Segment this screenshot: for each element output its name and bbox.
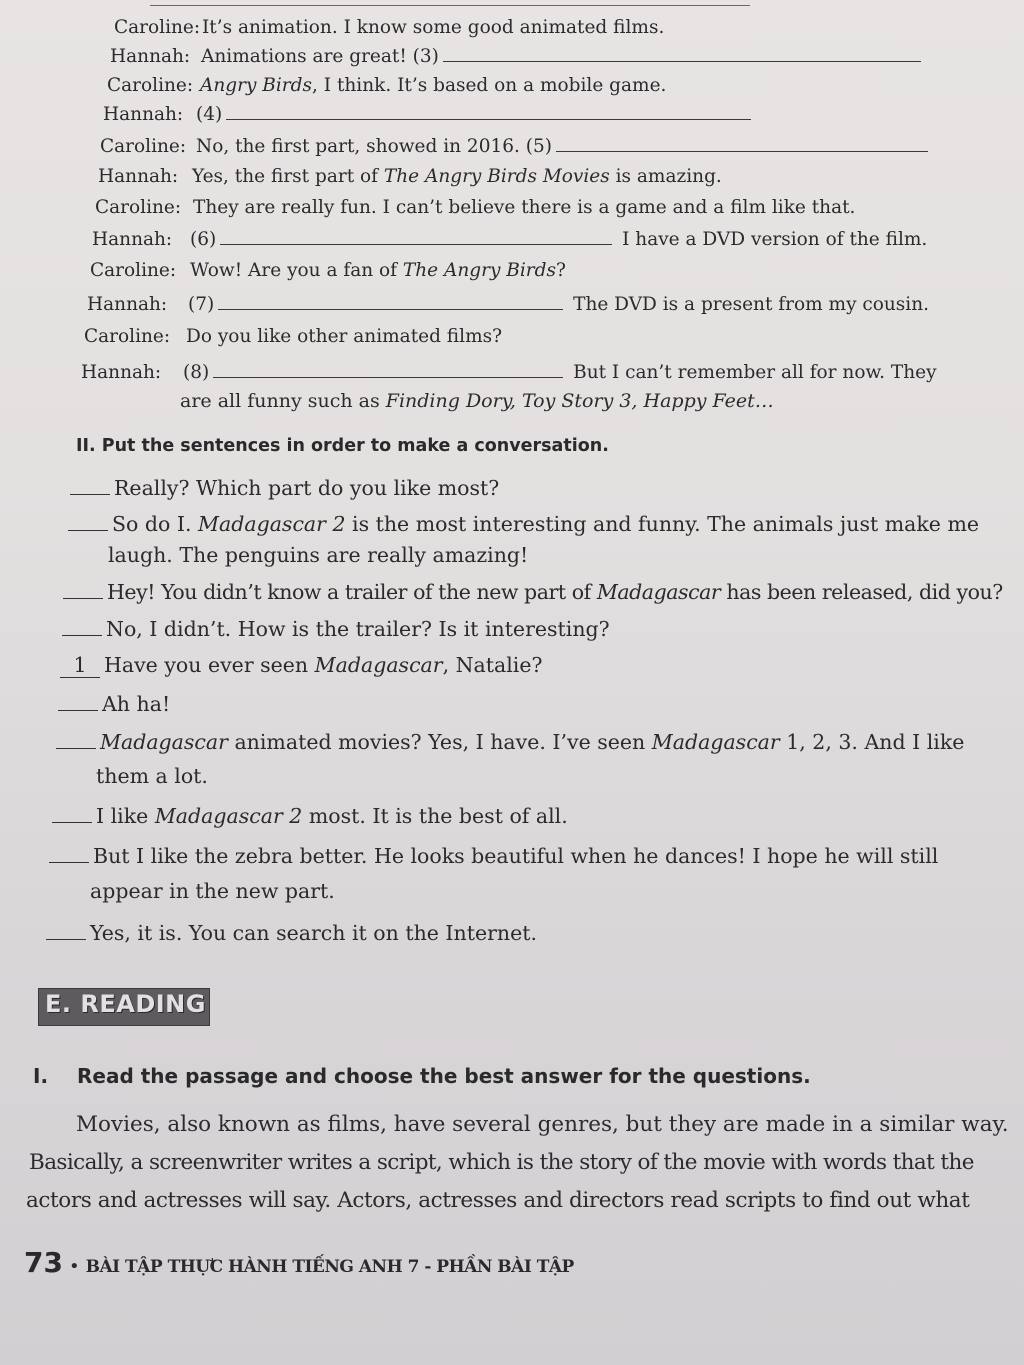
ordering-item-continuation (108, 538, 528, 572)
text-run: 1, 2, 3. And I like (779, 730, 965, 754)
dialogue-line (100, 133, 928, 159)
reading-header-box (38, 988, 210, 1026)
italic-title: Madagascar 2 (198, 512, 346, 536)
text-run: Do you like other animated films? (186, 326, 503, 347)
ordering-item (58, 686, 170, 721)
text-run: appear in the new part. (90, 879, 335, 903)
reading-question (33, 1064, 811, 1088)
text-run: Hey! You didn’t know a trailer of the new part of (107, 580, 597, 604)
answer-blank[interactable] (220, 226, 612, 245)
answer-blank[interactable] (226, 101, 751, 120)
dialogue-line (114, 16, 664, 40)
italic-title: The Angry Birds (402, 260, 556, 281)
ordering-item (60, 648, 542, 682)
text-run: most. It is the best of all. (302, 804, 568, 828)
passage-line: Basically, a screenwriter writes a script, which is the story of the movie with words that the (29, 1150, 974, 1175)
book-title: BÀI TẬP THỰC HÀNH TIẾNG ANH 7 - PHẦN BÀI TẬP (85, 1257, 574, 1277)
passage-line: actors and actresses will say. Actors, actresses and directors read scripts to find out what (26, 1188, 970, 1213)
text-run: them a lot. (96, 764, 208, 788)
text-run: is amazing. (609, 166, 722, 187)
text-run: I have a DVD version of the film. (616, 229, 928, 250)
footer-bullet: • (68, 1256, 80, 1277)
dialogue-line (95, 196, 855, 220)
order-number-blank[interactable] (70, 470, 110, 495)
ordering-item-continuation (90, 874, 335, 908)
ordering-item (70, 470, 499, 505)
text-run: (7) (188, 294, 215, 315)
speaker-label: Caroline: (84, 326, 171, 347)
text-run: But I like the zebra better. He looks beautiful when he dances! I hope he will still (93, 844, 939, 868)
italic-title: Madagascar (314, 653, 443, 677)
speaker-label: Hannah: (92, 229, 173, 250)
dialogue-line (81, 359, 937, 385)
speaker-label: Hannah: (81, 362, 162, 383)
order-number-blank[interactable] (68, 506, 108, 531)
ordering-item (62, 611, 610, 646)
answer-blank[interactable] (556, 133, 928, 152)
dialogue-line (87, 291, 929, 317)
dialogue-line (84, 325, 502, 349)
text-run: (4) (196, 104, 223, 125)
text-run: Yes, the first part of (192, 166, 384, 187)
italic-title: Madagascar (596, 580, 721, 604)
text-run: No, the first part, showed in 2016. (5) (196, 136, 552, 157)
order-number-blank[interactable] (63, 574, 103, 599)
speaker-label: Hannah: (87, 294, 168, 315)
ordering-item (52, 798, 568, 833)
dialogue-line (98, 165, 722, 189)
italic-title: Angry Birds (200, 75, 312, 96)
text-run: Animations are great! (3) (201, 46, 439, 67)
top-rule (150, 5, 750, 6)
text-run: Ah ha! (102, 692, 171, 716)
italic-title: Finding Dory, Toy Story 3, Happy Feet… (385, 390, 774, 412)
order-number-blank[interactable] (58, 686, 98, 711)
speaker-label: Hannah: (103, 104, 184, 125)
answer-blank[interactable] (218, 291, 563, 310)
italic-title: Madagascar (651, 730, 780, 754)
italic-title: The Angry Birds Movies (383, 166, 610, 187)
text-run: is the most interesting and funny. The animals just make me (345, 512, 980, 536)
text-run: I like (96, 804, 155, 828)
text-run: So do I. (112, 512, 199, 536)
text-run: are all funny such as (180, 390, 386, 412)
speaker-label: Caroline: (90, 260, 177, 281)
speaker-label: Caroline: (95, 197, 182, 218)
ordering-item-continuation (96, 759, 208, 793)
text-run: The DVD is a present from my cousin. (567, 294, 930, 315)
order-number-blank[interactable] (52, 798, 92, 823)
text-run: laugh. The penguins are really amazing! (108, 543, 529, 567)
page-number: 73 (24, 1246, 63, 1279)
dialogue-line (92, 226, 927, 252)
text-run: has been released, did you? (720, 580, 1003, 604)
dialogue-line (90, 259, 566, 283)
order-number-blank[interactable] (62, 611, 102, 636)
text-run: No, I didn’t. How is the trailer? Is it interesting? (106, 617, 610, 641)
order-number-blank[interactable] (46, 915, 86, 940)
ordering-item (63, 574, 1003, 609)
dialogue-line (107, 74, 666, 98)
speaker-label: Caroline: (100, 136, 187, 157)
text-run: It’s animation. I know some good animated films. (202, 17, 665, 38)
question-number: I. (33, 1064, 49, 1088)
italic-title: Madagascar 2 (154, 804, 303, 828)
passage-line: Movies, also known as films, have several genres, but they are made in a similar way. (76, 1112, 1009, 1137)
ordering-item (46, 915, 537, 950)
ordering-item (68, 506, 979, 541)
text-run: Really? Which part do you like most? (114, 476, 500, 500)
section-title: II. Put the sentences in order to make a conversation. (76, 436, 609, 456)
answer-blank[interactable] (213, 359, 563, 378)
dialogue-continuation (180, 389, 774, 413)
text-run: Have you ever seen (104, 653, 315, 677)
speaker-label: Caroline: (114, 17, 201, 38)
text-run: They are really fun. I can’t believe there is a game and a film like that. (193, 197, 856, 218)
order-number-blank[interactable] (56, 724, 96, 749)
dialogue-line (110, 43, 921, 69)
text-run: (8) (183, 362, 210, 383)
text-run: , Natalie? (442, 653, 543, 677)
text-run: (6) (190, 229, 217, 250)
text-run: , I think. It’s based on a mobile game. (312, 75, 667, 96)
text-run: But I can’t remember all for now. They (567, 362, 937, 383)
reading-header: E. READING (45, 990, 206, 1018)
ordering-item (49, 838, 938, 873)
italic-title: Madagascar (100, 730, 228, 754)
page-footer (24, 1246, 574, 1279)
ordering-item (56, 724, 964, 759)
text-run: animated movies? Yes, I have. I’ve seen (227, 730, 652, 754)
order-number-blank[interactable] (49, 838, 89, 863)
dialogue-line (103, 101, 751, 127)
answer-blank[interactable] (443, 43, 921, 62)
order-number-blank[interactable]: 1 (60, 653, 100, 678)
speaker-label: Hannah: (110, 46, 191, 67)
text-run: Wow! Are you a fan of (190, 260, 403, 281)
question-text: Read the passage and choose the best answer for the questions. (77, 1064, 811, 1088)
speaker-label: Hannah: (98, 166, 179, 187)
text-run: Yes, it is. You can search it on the Internet. (90, 921, 537, 945)
text-run: ? (556, 260, 566, 281)
speaker-label: Caroline: (107, 75, 194, 96)
